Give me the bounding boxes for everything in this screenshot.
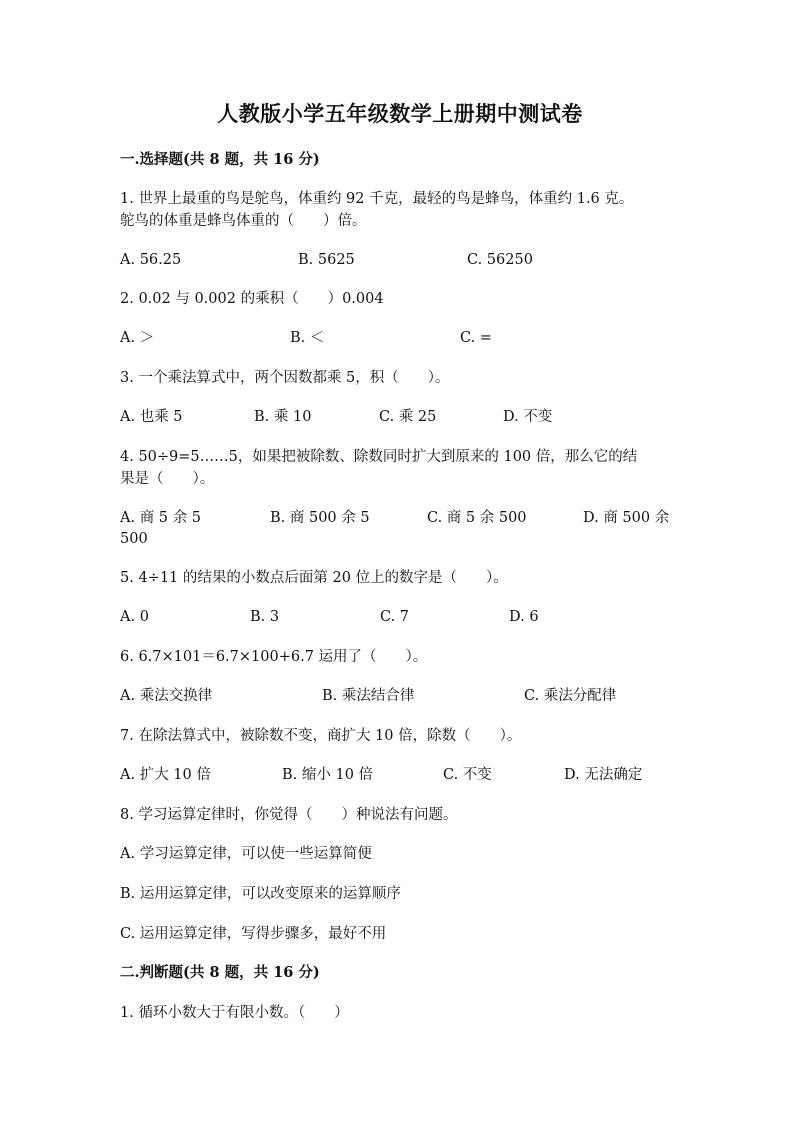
question-4-option-d-continued: 500 <box>120 531 148 547</box>
question-8-option-b: B. 运用运算定律，可以改变原来的运算顺序 <box>120 886 401 902</box>
question-5-option-b: B. 3 <box>250 609 280 625</box>
section-heading-true-false: 二.判断题(共 8 题，共 16 分) <box>120 964 320 981</box>
question-3-option-c: C. 乘 25 <box>379 409 437 425</box>
question-8-option-c: C. 运用运算定律，写得步骤多，最好不用 <box>120 926 387 942</box>
question-7-option-a: A. 扩大 10 倍 <box>120 767 211 783</box>
question-6-option-a: A. 乘法交换律 <box>120 688 213 704</box>
question-4-option-a: A. 商 5 余 5 <box>120 510 201 526</box>
question-6-option-c: C. 乘法分配律 <box>524 688 617 704</box>
question-6-option-b: B. 乘法结合律 <box>322 688 415 704</box>
question-5-option-a: A. 0 <box>120 609 149 625</box>
question-2-option-c: C. = <box>460 330 492 346</box>
question-6-line-1: 6. 6.7×101＝6.7×100+6.7 运用了（ ）。 <box>120 649 428 665</box>
question-1-option-c: C. 56250 <box>467 252 533 268</box>
question-2-option-b: B. ＜ <box>290 330 325 346</box>
question-8-option-a: A. 学习运算定律，可以使一些运算简便 <box>120 846 372 862</box>
question-1-line-2: 鸵鸟的体重是蜂鸟体重的（ ）倍。 <box>120 213 367 229</box>
question-3-line-1: 3. 一个乘法算式中，两个因数都乘 5，积（ ）。 <box>120 370 450 386</box>
question-5-line-1: 5. 4÷11 的结果的小数点后面第 20 位上的数字是（ ）。 <box>120 570 508 586</box>
section-heading-choice: 一.选择题(共 8 题，共 16 分) <box>120 151 320 168</box>
question-4-option-d: D. 商 500 余 <box>583 510 670 526</box>
page-title: 人教版小学五年级数学上册期中测试卷 <box>217 101 583 126</box>
question-7-option-b: B. 缩小 10 倍 <box>282 767 374 783</box>
question-7-line-1: 7. 在除法算式中，被除数不变，商扩大 10 倍，除数（ ）。 <box>120 728 522 744</box>
question-4-line-1: 4. 50÷9=5……5，如果把被除数、除数同时扩大到原来的 100 倍，那么它的结 <box>120 449 638 465</box>
question-2-line-1: 2. 0.02 与 0.002 的乘积（ ）0.004 <box>120 291 384 307</box>
question-3-option-b: B. 乘 10 <box>254 409 312 425</box>
question-7-option-c: C. 不变 <box>443 767 492 783</box>
question-5-option-d: D. 6 <box>509 609 539 625</box>
question-8-line-1: 8. 学习运算定律时，你觉得（ ）种说法有问题。 <box>120 807 458 823</box>
question-4-line-2: 果是（ ）。 <box>120 471 215 487</box>
question-4-option-b: B. 商 500 余 5 <box>270 510 370 526</box>
question-3-option-a: A. 也乘 5 <box>120 409 183 425</box>
question-4-option-c: C. 商 5 余 500 <box>427 510 527 526</box>
true-false-question-1: 1. 循环小数大于有限小数。（ ） <box>120 1005 349 1021</box>
question-3-option-d: D. 不变 <box>503 409 553 425</box>
question-7-option-d: D. 无法确定 <box>564 767 643 783</box>
question-1-option-b: B. 5625 <box>298 252 355 268</box>
question-1-option-a: A. 56.25 <box>120 252 182 268</box>
question-5-option-c: C. 7 <box>380 609 410 625</box>
question-1-line-1: 1. 世界上最重的鸟是鸵鸟，体重约 92 千克，最轻的鸟是蜂鸟，体重约 1.6 克。 <box>120 191 634 207</box>
question-2-option-a: A. ＞ <box>120 330 155 346</box>
